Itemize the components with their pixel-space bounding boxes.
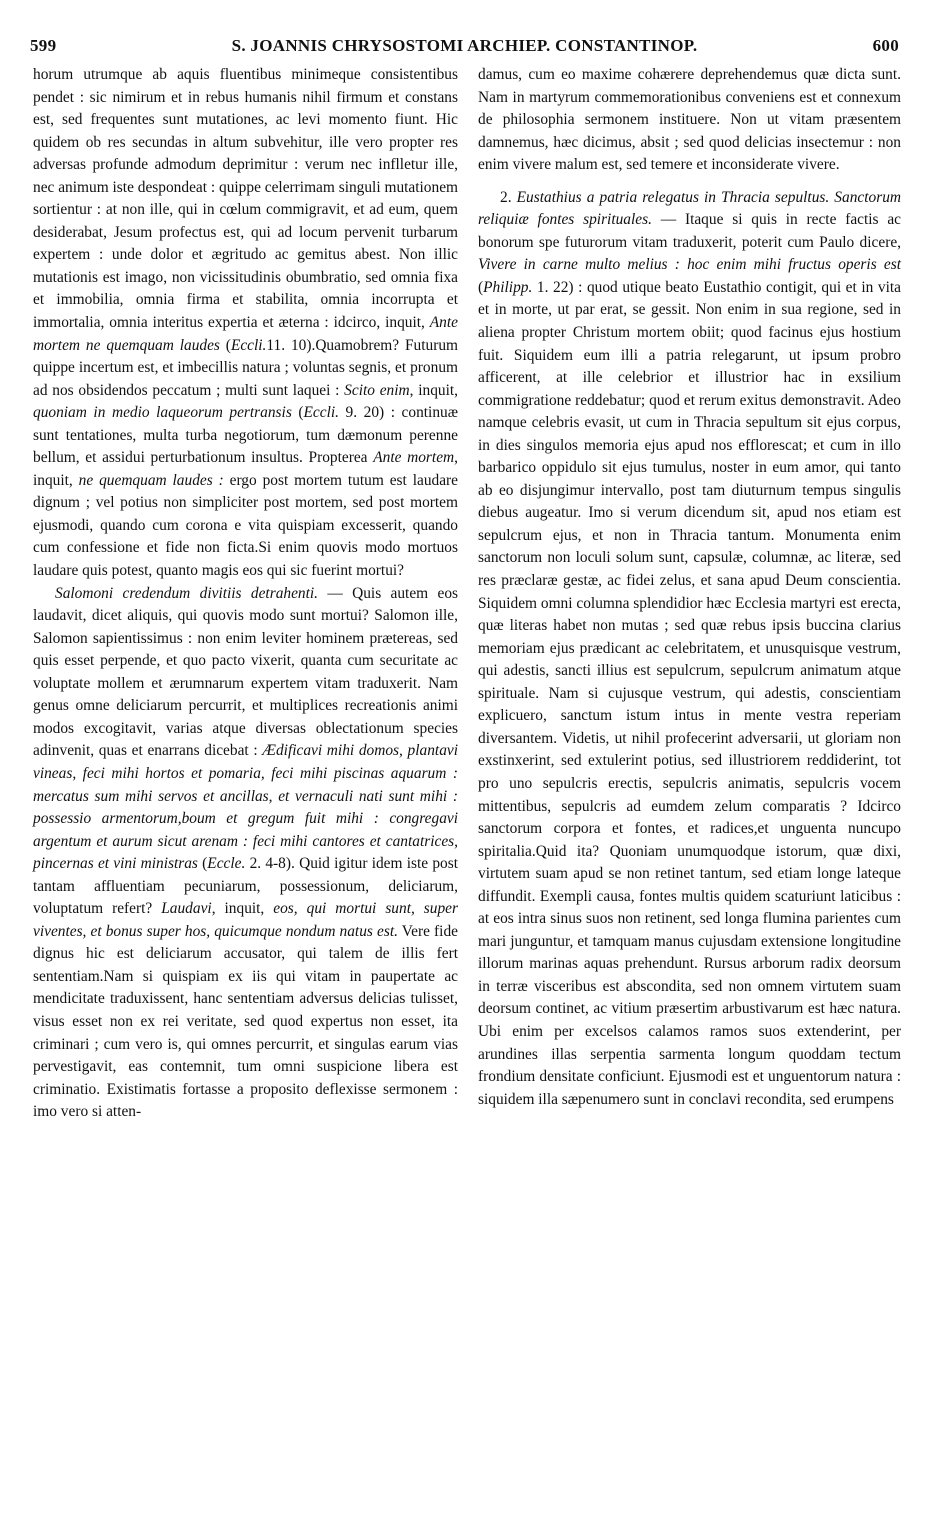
paragraph bbox=[478, 187, 901, 1111]
text-run: 9. 20) : continuæ sunt tentationes, multa turba negotiorum, tum dæmonum perenne bellum, et assidui perturbationum insultus. Propterea bbox=[33, 404, 458, 467]
text-run: ( bbox=[219, 336, 231, 354]
text-run: ( bbox=[478, 278, 484, 296]
text-run: , inquit, bbox=[33, 449, 458, 489]
italic-run: Laudavi bbox=[161, 900, 212, 918]
italic-run: Eccli. bbox=[303, 404, 339, 422]
italic-run: Eccle. bbox=[207, 855, 246, 873]
italic-run: Philipp. bbox=[483, 278, 533, 296]
text-run: Vere fide dignus hic est deliciarum accusator, qui talem de illis fert sententiam.Nam si quispiam ex iis qui vitam in paupertate ac mendicitate traduxissent, hanc sententiam adversus delicias tulisset, visus esset non ex rei veritate, sed quod expertus non esset, ita criminari ; cum vero is, qui omnes percurrit, et singulas earum vias pervestigavit, eas contemnit, tum omni suspicione libera est criminatio. Existimatis fortasse a proposito deflexisse sermonem : imo vero si atten- bbox=[33, 922, 458, 1121]
right-column bbox=[478, 64, 901, 1111]
italic-run: Scito enim bbox=[344, 381, 410, 399]
text-run: , inquit, bbox=[211, 900, 274, 918]
italic-run: Ante mortem bbox=[373, 449, 455, 467]
text-run: 1. 22) : quod utique beato Eustathio contigit, qui et in vita et in morte, ut par erat, se gessit. Non enim in sua regione, sed in aliena propter Christum mortem obiit; quod facinus ejus hostium fuit. Siquidem eum illi a patria relegarunt, ut ipsum probro afficerent, at ille celebrior et illustrior hac in exsilium commigratione reddebatur; quod et rerum exitus demonstravit. Adeo namque celebris evasit, ut cum in Thracia sepultum sit ejus corpus, in dies singulos memoria ejus apud nos efflorescat; et cum in illo barbarico oppidulo sit ejus tumulus, noster in eum amor, qui tanto ab eo disjungimur intervallo, post tam diuturnum tempus singulis diebus augeatur. Imo si verum dicendum sit, apud nos etiam est sepulcrum ejus, et non in Thracia tantum. Monumenta enim sanctorum non loculi solum sunt, capsulæ, columnæ, ac literæ, sed res præclaræ gestæ, ac fidei zelus, et sana apud Deum conscientia. Siquidem omni columna splendidior hæc Ecclesia martyri est erecta, quæ literas habet non mutas ; sed quæ rebus ipsis buccina clarius memoriam ejus prædicant ac celebritatem, et unusquisque vestrum, qui adestis, sancti illius est sepulcrum, sepulcrum animatum atque spirituale. Nam si cujusque vestrum, qui adestis, conscientiam explicuero, sanctum istum intus in mente vestra reperiam diversantem. Videtis, ut nihil profecerint adversarii, ut gloriam non exstinxerint, sed extulerint potius, sed illustriorem reddiderint, tot pro uno sepulcris erectis, sepulcris animatis, sepulcris vocem mittentibus, sepulcris ad eumdem zelum comparatis ? Idcirco sanctorum corpora et fontes, et radices,et unguenta nuncupo spiritalia.Quid ita? Quoniam unumquodque istorum, quæ dixi, virtutem suam apud se non retinet tantum, sed etiam longe lateque diffundit. Exempli causa, fontes multis quidem scaturiunt laticibus : at eos intra sinus suos non retinent, sed longa flumina parientes cum mari junguntur, et tamquam manus cujusdam extensione longitudine illorum marinas aquas prehendunt. Rursus arborum radix deorsum in terræ visceribus est abscondita, sed non omnem virtutem suam deorsum continet, ac vitium præsertim arbustivarum est hæc natura. Ubi enim per excelsos calamos ramos suos extenderint, per arundines illas serpentia sarmenta longum quoddam tectum frondium densitate conficiunt. Ejusmodi est et unguentorum natura : siquidem illa sæpenumero sunt in conclavi recondita, sed erumpens bbox=[478, 278, 901, 1108]
italic-run: Ante mortem ne quemquam laudes bbox=[33, 314, 458, 354]
text-run: ( bbox=[291, 404, 304, 422]
paragraph bbox=[33, 583, 458, 1124]
text-run: 11. 10).Quamobrem? Futurum quippe incertum est, et imbecillis natura ; voluntas segnis, et pronum ad nos obsidendos peccatum ; multi sunt laquei : bbox=[33, 336, 458, 399]
page-number-left: 599 bbox=[30, 36, 57, 55]
text-run: 2. 4-8). Quid igitur idem iste post tantam affluentiam pecuniarum, possessionum, deliciarum, voluptatum refert? bbox=[33, 855, 458, 918]
text-run: , inquit, bbox=[409, 381, 458, 399]
italic-run: Ædificavi mihi domos, plantavi vineas, feci mihi hortos et pomaria, feci mihi piscinas aquarum : mercatus sum mihi servos et ancillas, et vernaculi nati sunt mihi : possessio armentorum,boum et gregum fuit mihi : congregavi argentum et aurum sicut arenam : feci mihi cantores et cantatrices, pincernas et vini ministras bbox=[33, 742, 458, 873]
left-column bbox=[33, 64, 458, 1124]
italic-run: eos, qui mortui sunt, super viventes, et bonus super hos, quicumque nondum natus est. bbox=[33, 900, 459, 940]
italic-run: Eustathius a patria relegatus in Thracia sepultus. Sanctorum reliquiæ fontes spirituales. bbox=[478, 188, 901, 229]
paragraph bbox=[478, 64, 901, 177]
italic-run: Vivere in carne multo melius : hoc enim mihi fructus operis est bbox=[478, 256, 901, 274]
text-run: horum utrumque ab aquis fluentibus minimeque consistentibus pendet : sic nimirum et in rebus humanis nihil firmum et constans est, sed frequentes sunt mutationes, ac levi momento fiunt. Hic quidem ob res secundas in altum subvehitur, ille vero propter res adversas profunde admodum deprimitur : verum nec inflletur ille, nec animum iste despondeat : quippe celerrimam singuli mutationem sortientur : at non ille, qui in cœlum commigravit, et ad eum, quem desiderabat, Jesum profectus est, qui ad locum pervenit turbarum expertem : unde dolor et ægritudo ac gemitus abest. Non illic mutationis est imago, non vicissitudinis obumbratio, sed omnia fixa et immobilia, omnia firma et stabilita, omnia incorrupta et immortalia, omnia interitus expertia et æterna : idcirco, inquit, bbox=[33, 66, 458, 332]
text-run: — Quis autem eos laudavit, dicet aliquis, qui quovis modo sunt mortui? Salomon ille, Salomon sapientissimus : non enim leviter hominem prætereas, sed quis esset perpende, et quo pacto vixerit, quanta cum securitate ac voluptate mollem et ærumnarum expertem vitam traduxerit. Nam genus omne deliciarum percurrit, et multiplices recreationis animi modos excogitavit, varias atque diversas oblectationum species adinvenit, quas et enarrans dicebat : bbox=[33, 584, 459, 760]
text-run: ergo post mortem tutum est laudare dignum ; vel potius non simpliciter post mortem, sed post mortem ejusmodi, quando cum corona e vita quispiam excesserit, quando cum confessione et fide non ficta.Si enim quovis modo mortuos laudare quis potest, quanto magis eos qui sic fuerint mortui? bbox=[33, 471, 459, 580]
text-run: 2. bbox=[500, 188, 517, 206]
text-run: — Itaque si quis in recte factis ac bonorum spe futurorum vitam traduxerit, poterit cum Paulo dicere, bbox=[478, 211, 902, 251]
running-header bbox=[30, 36, 899, 60]
text-run: ( bbox=[197, 855, 208, 873]
italic-run: Eccli. bbox=[230, 336, 267, 354]
italic-run: quoniam in medio laqueorum pertransis bbox=[33, 404, 292, 422]
italic-run: Salomoni credendum divitiis detrahenti. bbox=[55, 584, 319, 602]
text-run: damus, cum eo maxime cohærere deprehendemus quæ dicta sunt. Nam in martyrum commemorationibus conveniens est et connexum de philosophia sermonem instituere. Non ut vitam præsentem damnemus, hæc dicimus, absit ; sed quod delicias insectemur : non enim vivere malum est, sed temere et inconsiderate vivere. bbox=[478, 66, 901, 174]
running-title: S. JOANNIS CHRYSOSTOMI ARCHIEP. CONSTANTINOP. bbox=[231, 36, 698, 55]
page-number-right: 600 bbox=[872, 36, 899, 55]
italic-run: ne quemquam laudes : bbox=[78, 471, 224, 489]
paragraph bbox=[33, 64, 458, 583]
